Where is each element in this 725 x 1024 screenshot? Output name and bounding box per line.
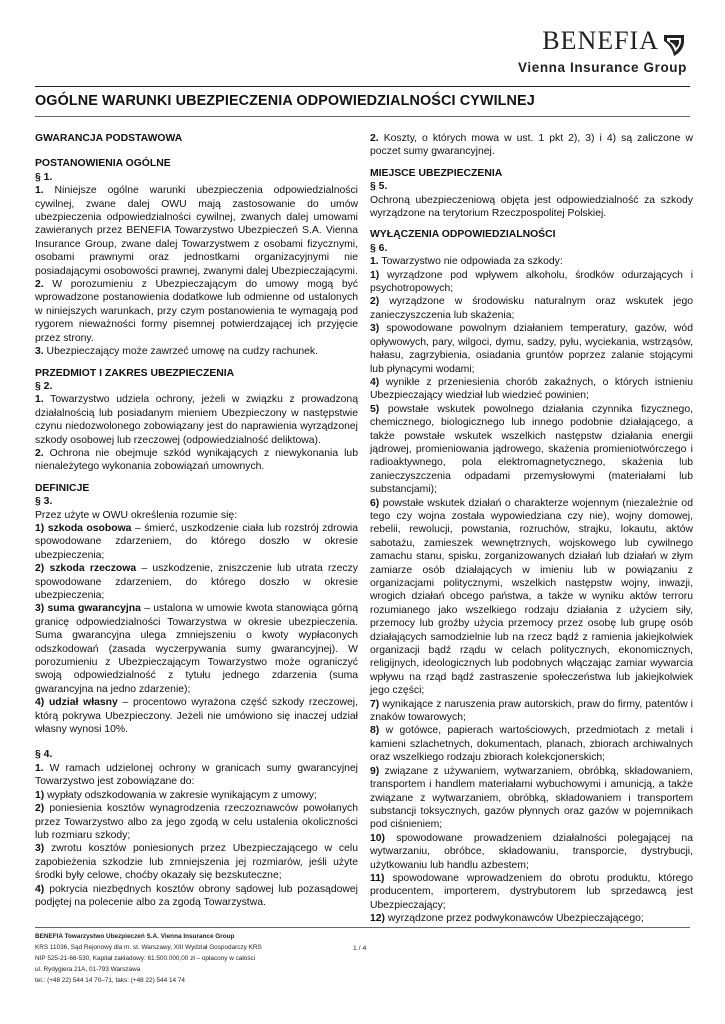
- section-4: § 4.: [35, 749, 53, 761]
- paragraph: 1. Towarzystwo udziela ochrony, jeżeli w związku z prowadzoną działalnością lub posiadanym mieniem Ubezpieczony w następstwie czynu niedozwolonego zobowiązany jest do naprawienia wyrządzonej szkody osobowej lub rzeczowej (odpowiedzialność deliktowa).: [35, 394, 358, 446]
- footer-krs: KRS 11036, Sąd Rejonowy dla m. st. Warszawy, XIII Wydział Gospodarczy KRS: [35, 944, 262, 951]
- definition: 1) szkoda osobowa – śmierć, uszkodzenie ciała lub rozstrój zdrowia spowodowane zdarzeniem, do którego doszło w okresie ubezpieczenia;: [35, 522, 358, 561]
- section-5: § 5.: [370, 181, 388, 193]
- list-item: 4) pokrycia niezbędnych kosztów obrony sądowej lub pozasądowej podjętej na polecenie albo za zgodą Towarzystwa.: [35, 883, 358, 908]
- footer: [35, 931, 262, 986]
- definition: 3) suma gwarancyjna – ustalona w umowie kwota stanowiąca górną granicę odpowiedzialności Towarzystwa w okresie ubezpieczenia. Suma gwarancyjna ulega zmniejszeniu o kwoty wypłaconych odszkodowań (zasada wyczerpywania sumy gwarancyjnej). W porozumieniu z Ubezpieczającym Towarzystwo może ograniczyć swoją odpowiedzialność z tytułu jednego zdarzenia (suma gwarancyjna na jedno zdarzenie);: [35, 603, 358, 695]
- footer-nip: NIP 525-21-66-530, Kapitał zakładowy: 61.500.000,00 zł – opłacony w całości: [35, 955, 256, 962]
- footer-address: ul. Rydygiera 21A, 01-793 Warszawa: [35, 966, 141, 973]
- page-number: 1 / 4: [353, 945, 367, 952]
- list-item: 12) wyrządzone przez podwykonawców Ubezpieczającego;: [370, 913, 644, 925]
- list-item: 7) wynikające z naruszenia praw autorskich, praw do firmy, patentów i znaków towarowych;: [370, 698, 693, 724]
- section-2: § 2.: [35, 380, 53, 392]
- list-item: 2) poniesienia kosztów wynagrodzenia rzeczoznawców powołanych przez Towarzystwo albo za jego zgodą w celu ustalenia okoliczności lub rozmiaru szkody;: [35, 803, 358, 841]
- section-6: § 6.: [370, 242, 388, 254]
- heading-gwarancja: GWARANCJA PODSTAWOWA: [35, 133, 183, 144]
- list-item: 11) spowodowane wprowadzeniem do obrotu produktu, którego producentem, importerem, dystrybutorem lub sprzedawcą jest Ubezpieczający;: [370, 872, 693, 911]
- paragraph: Przez użyte w OWU określenia rozumie się:: [35, 509, 238, 521]
- paragraph: 2. Ochrona nie obejmuje szkód wynikających z niewykonania lub nienależytego wykonania zobowiązań umownych.: [35, 447, 358, 473]
- logo-group: Vienna Insurance Group: [518, 59, 687, 75]
- list-item: 1) wypłaty odszkodowania w zakresie wynikającym z umowy;: [35, 789, 317, 801]
- heading-wylaczenia: WYŁĄCZENIA ODPOWIEDZIALNOŚCI: [370, 229, 556, 241]
- definition: 4) udział własny – procentowo wyrażona część szkody rzeczowej, którą pokrywa Ubezpieczony. Jeżeli nie umówiono się inaczej udział własny wynosi 10%.: [35, 697, 358, 736]
- paragraph: 1. Towarzystwo nie odpowiada za szkody:: [370, 256, 563, 268]
- heading-postanowienia: POSTANOWIENIA OGÓLNE: [35, 158, 171, 170]
- list-item: 3) zwrotu kosztów poniesionych przez Ubezpieczającego w celu zapobieżenia szkodzie lub zmniejszenia jej rozmiarów, jeśli użyte środki były celowe, choćby okazały się bezskuteczne;: [35, 843, 358, 882]
- definition: 2) szkoda rzeczowa – uszkodzenie, zniszczenie lub utrata rzeczy spowodowane zdarzeniem, do którego doszło w okresie ubezpieczenia;: [35, 563, 358, 601]
- list-item: 6) powstałe wskutek działań o charakterze wojennym (niezależnie od tego czy wojna została wypowiedziana czy nie), wojny domowej, rebelii, rewolucji, powstania, rozruchów, strajku, lokautu, aktów sabotażu, zamieszek wewnętrznych, wojskowego lub cywilnego zamachu stanu, spisku, zorganizowanych działań lub działań w złym zamiarze osób działających w imieniu lub w powiązaniu z organizacjami politycznymi, wszelkich następstw wojny, inwazji, wrogich działań obcego państwa, a także w wyniku aktów terroru rozumianego jako wszelkiego rodzaju działania z użyciem siły, przemocy lub groźby użycia przemocy przez osobę lub grupę osób działających samodzielnie lub na rzecz bądź z ramienia jakiejkolwiek organizacji bądź rządu w celach politycznych, ekonomicznych, religijnych, ideologicznych lub podobnych włączając zamiar wywarcia wpływu na rząd bądź zastraszenie społeczeństwa lub jakiejkolwiek jego części;: [370, 497, 693, 697]
- list-item: 10) spowodowane prowadzeniem działalności polegającej na wytwarzaniu, obróbce, składowaniu, transporcie, dystrybucji, użytkowaniu lub handlu azbestem;: [370, 832, 693, 871]
- footer-phone: tel.: (+48 22) 544 14 70–71, faks: (+48 22) 544 14 74: [35, 977, 185, 984]
- footer-company: BENEFIA Towarzystwo Ubezpieczeń S.A. Vienna Insurance Group: [35, 933, 235, 940]
- list-item: 9) związane z używaniem, wytwarzaniem, obróbką, składowaniem, transportem i handlem materiałami wybuchowymi i amunicją, a także związane z wytwarzaniem, obróbką, składowaniem i transportem substancji toksycznych, gazów płynnych oraz gazów w pojemnikach pod ciśnieniem;: [370, 765, 693, 831]
- paragraph: 1. W ramach udzielonej ochrony w granicach sumy gwarancyjnej Towarzystwo jest zobowiązane do:: [35, 762, 358, 788]
- list-item: 8) w gotówce, papierach wartościowych, przedmiotach z metali i kamieni szlachetnych, dokumentach, planach, zbiorach archiwalnych oraz wszelkiego rodzaju zbiorach kolekcjonerskich;: [370, 725, 693, 764]
- top-rule: [35, 86, 690, 87]
- left-column: [35, 132, 358, 909]
- section-1: § 1.: [35, 171, 53, 183]
- paragraph: 3. Ubezpieczający może zawrzeć umowę na cudzy rachunek.: [35, 346, 318, 358]
- list-item: 2) wyrządzone w środowisku naturalnym oraz wskutek jego zanieczyszczenia lub skażenia;: [370, 296, 693, 321]
- paragraph: 2. Koszty, o których mowa w ust. 1 pkt 2), 3) i 4) są zaliczone w poczet sumy gwarancyjnej.: [370, 133, 693, 158]
- benefia-logo: [518, 26, 687, 75]
- document-title: OGÓLNE WARUNKI UBEZPIECZENIA ODPOWIEDZIALNOŚCI CYWILNEJ: [35, 93, 535, 109]
- right-column: [370, 132, 693, 926]
- paragraph: Ochroną ubezpieczeniową objęta jest odpowiedzialność za szkody wyrządzone na terytorium Rzeczpospolitej Polskiej.: [370, 194, 693, 220]
- logo-name: BENEFIA: [542, 26, 659, 55]
- heading-definicje: DEFINICJE: [35, 482, 90, 494]
- shield-wing-icon: [661, 32, 687, 58]
- heading-miejsce: MIEJSCE UBEZPIECZENIA: [370, 167, 503, 179]
- paragraph: 2. W porozumieniu z Ubezpieczającym do umowy mogą być wprowadzone postanowienia dodatkowe lub odmienne od ustalonych w niniejszych warunkach, przy czym postanowienia te wymagają pod rygorem nieważności formy pisemnej potwierdzającej ich przyjęcie przez strony.: [35, 279, 358, 344]
- heading-przedmiot: PRZEDMIOT I ZAKRES UBEZPIECZENIA: [35, 367, 235, 379]
- list-item: 4) wynikłe z przeniesienia chorób zakaźnych, o których istnieniu Ubezpieczający wiedział lub wiedzieć powinien;: [370, 376, 693, 402]
- title-rule: [35, 116, 690, 117]
- footer-rule: [35, 927, 690, 928]
- list-item: 1) wyrządzone pod wpływem alkoholu, środków odurzających i psychotropowych;: [370, 269, 693, 295]
- section-3: § 3.: [35, 496, 53, 508]
- paragraph: 1. Niniejsze ogólne warunki ubezpieczenia odpowiedzialności cywilnej, zwane dalej OWU mają zastosowanie do umów ubezpieczenia odpowiedzialności cywilnej, zwanych dalej umowami zawieranych przez BENEFIA Towarzystwo Ubezpieczeń S.A. Vienna Insurance Group, zwane dalej Towarzystwem z osobami fizycznymi, osobami prawnymi oraz jednostkami organizacyjnymi nie posiadającymi osobowości prawnej, zwanymi dalej Ubezpieczającymi.: [35, 185, 358, 277]
- list-item: 3) spowodowane powolnym działaniem temperatury, gazów, wód opływowych, pary, wilgoci, dymu, sadzy, pyłu, wyciekania, wstrząsów, hałasu, zagrzybienia, osiadania gruntów poprzez zalanie stojącymi lub płynącymi wodami;: [370, 323, 693, 375]
- list-item: 5) powstałe wskutek powolnego działania czynnika fizycznego, chemicznego, biologicznego lub innego podobnie działającego, a także powstałe wskutek wszelkich następstw działania energii jądrowej, promieniowania jądrowego, skażenia promieniotwórczego i radioaktywnego, pola elektromagnetycznego, skażenia lub zanieczyszczenia odpadami przemysłowymi (materiałami lub substancjami);: [370, 403, 693, 496]
